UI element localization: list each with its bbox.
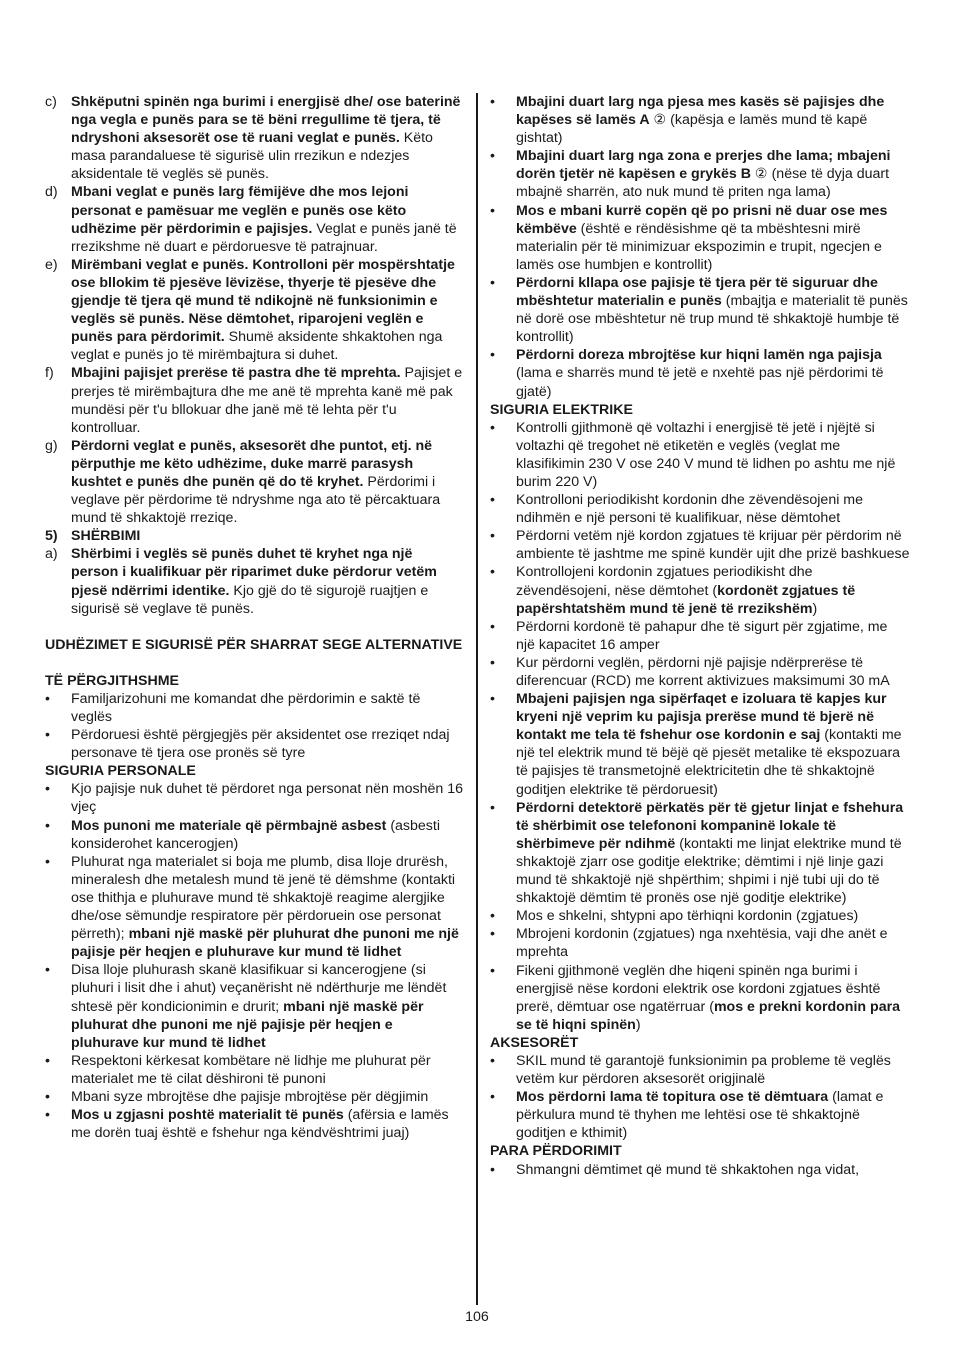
bold-text: mbani një maskë për pluhurat dhe punoni me një pajisje për heqjen e pluhurave kur mund të lidhet: [71, 998, 424, 1051]
bullet-item: [45, 817, 463, 853]
bold-text: Mbani veglat e punës larg fëmijëve dhe mos lejoni personat e pamësuar me veglën e punës ose këto udhëzime për përdorimin e pajisjes.: [71, 184, 409, 237]
item-text: [516, 93, 910, 147]
bold-text: Shërbimi i veglës së punës duhet të kryhet nga një person i kualifikuar për riparimet duke përdorur vetëm pjesë ndërrimi identike.: [71, 546, 437, 599]
body-text: Mbani syze mbrojtëse dhe pajisje mbrojtëse për dëgjimin: [71, 1088, 429, 1105]
bold-text: Mos e mbani kurrë copën që po prisni në duar ose mes këmbëve: [516, 202, 888, 237]
bold-text: Mos përdorni lama të topitura ose të dëmtuara: [516, 1089, 829, 1106]
body-text: Fikeni gjithmonë veglën dhe hiqeni spinën nga burimi i energjisë nëse kordoni elektrik ose kordoni zgjatues është prerë, dëmtuar ose ngatërruar (: [516, 962, 881, 1015]
bullet-marker: •: [45, 727, 50, 744]
item-marker: 5): [45, 528, 58, 545]
item-text: [516, 799, 910, 908]
body-text: ): [812, 600, 818, 617]
bullet-item: [45, 1052, 463, 1088]
item-text: [71, 364, 463, 436]
body-text: Shmangni dëmtimet që mund të shkaktohen nga vidat,: [516, 1161, 860, 1178]
item-text: [516, 202, 910, 274]
bullet-marker: •: [490, 202, 495, 219]
bullet-marker: •: [490, 962, 495, 979]
bullet-item: [490, 1161, 910, 1179]
bullet-marker: •: [490, 691, 495, 708]
bold-text: Mos u zgjasni poshtë materialit të punës: [71, 1107, 344, 1124]
item-text: [71, 527, 463, 545]
section-heading: SIGURIA ELEKTRIKE: [490, 401, 633, 418]
item-text: [71, 1106, 463, 1142]
list-item: [45, 93, 463, 183]
item-marker: c): [45, 94, 57, 110]
body-text: Kjo gjë do të sigurojë ruajtjen e sigurisë së veglave të punës.: [71, 582, 429, 617]
section-heading: SIGURIA PERSONALE: [45, 763, 196, 780]
item-marker: a): [45, 546, 58, 563]
body-text: Kontrollojeni kordonin zgjatues periodikisht dhe zëvendësojeni, nëse dëmtohet (: [516, 564, 813, 599]
item-text: [516, 419, 910, 491]
bullet-item: [490, 491, 910, 527]
body-text: Shumë aksidente shkaktohen nga veglat e punës jo të mirëmbajtura si duhet.: [71, 329, 443, 364]
item-text: [71, 817, 463, 853]
bullet-item: [490, 346, 910, 400]
item-text: [516, 346, 910, 400]
bullet-item: [490, 527, 910, 563]
body-text: Këto masa parandaluese të sigurisë ulin rrezikun e ndezjes aksidentale të veglës së punës.: [71, 130, 433, 183]
bold-text: Përdorni veglat e punës, aksesorët dhe puntot, etj. në përputhje me këto udhëzime, duke marrë parasysh kushtet e punës dhe punën që do të kryhet.: [71, 437, 433, 490]
list-item: [45, 545, 463, 617]
page-number: 106: [465, 1309, 489, 1325]
bullet-marker: •: [45, 1107, 50, 1124]
bullet-item: [45, 690, 463, 726]
item-text: [71, 1088, 463, 1106]
bullet-item: [490, 1088, 910, 1142]
bold-text: Shkëputni spinën nga burimi i energjisë dhe/ ose baterinë nga vegla e punës para se të bëni rregullime të tjera, të ndryshoni aksesorët ose të ruani veglat e punës.: [71, 94, 461, 147]
bullet-item: [490, 147, 910, 201]
bullet-item: [45, 853, 463, 962]
bullet-marker: •: [490, 1161, 495, 1178]
body-text: Përdorni vetëm një kordon zgjatues të krijuar për përdorim në ambiente të jashtme me spinë kundër ujit dhe prizë bashkuese: [516, 528, 910, 563]
body-text: Kjo pajisje nuk duhet të përdoret nga personat nën moshën 16 vjeç: [71, 781, 464, 816]
section-heading: AKSESORËT: [490, 1034, 579, 1051]
item-text: [71, 726, 463, 762]
item-text: [516, 925, 910, 961]
bold-text: Mos punoni me materiale që përmbajnë asbest: [71, 817, 387, 834]
body-text: Disa lloje pluhurash skanë klasifikuar si kancerogjene (si pluhuri i lisit dhe i ahut) veçanërisht në ndërthurje me lëndët shtesë për kondicionimin e drurit;: [71, 962, 447, 1015]
list-item: [45, 256, 463, 365]
body-text: Mos e shkelni, shtypni apo tërhiqni kordonin (zgjatues): [516, 908, 859, 925]
bullet-marker: •: [45, 781, 50, 798]
body-text: Përdorimi i veglave për përdorime të ndryshme nga ato të përcaktuara mund të shkaktojë rreziqe.: [71, 473, 441, 527]
body-text: (lamat e përkulura mund të thyhen me lehtësi ose të shkaktojnë goditjen e kthimit): [516, 1089, 884, 1142]
body-text: Pajisjet e prerjes të mirëmbajtura dhe me anë të mprehta kanë më pak mundësi për t'u bllokuar dhe janë më të lehta për t'u kontrolluar.: [71, 365, 463, 436]
list-item: [45, 527, 463, 545]
bullet-item: [45, 726, 463, 762]
bullet-marker: •: [490, 528, 495, 545]
bullet-marker: •: [45, 1052, 50, 1069]
bullet-marker: •: [490, 618, 495, 635]
section-heading: UDHËZIMET E SIGURISË PËR SHARRAT SEGE ALTERNATIVE: [45, 636, 463, 653]
body-text: (është e rëndësishme që ta mbështesni mirë materialin për të minimizuar ekspozimin e trupit, ngecjen e lamës ose humbjen e kontrollit): [516, 220, 882, 273]
spacer: [45, 618, 463, 636]
body-text: (kontakti me linjat elektrike mund të shkaktojë zjarr ose goditje elektrike; dëmtimi i një linje gazi mund të shkaktojë një shpërthim; shpimi i një tubi uji do të shkaktojë dëmtim të pronës ose një goditje elektrike): [516, 835, 902, 907]
item-marker: d): [45, 184, 58, 201]
body-text: (kontakti me një tel elektrik mund të bëjë që pjesët metalike të ekspozuara të pajisjes të transmetojnë elektricitetin dhe të shkaktojnë goditjen elektrike të përdoruesit): [516, 727, 902, 798]
item-text: [71, 690, 463, 726]
body-text: ② (kapësja e lamës mund të kapë gishtat): [516, 112, 868, 147]
bullet-marker: •: [490, 492, 495, 509]
bold-text: kordonët zgjatues të papërshtatshëm mund të jenë të rrezikshëm: [516, 582, 856, 617]
body-text: (asbesti konsiderohet kancerogjen): [71, 817, 440, 852]
bullet-item: [490, 93, 910, 147]
body-text: ② (nëse të dyja duart mbajnë sharrën, ato nuk mund të priten nga lama): [516, 166, 890, 201]
bullet-marker: •: [490, 926, 495, 943]
body-text: Mbrojeni kordonin (zgjatues) nga nxehtësia, vaji dhe anët e mprehta: [516, 926, 888, 961]
bullet-marker: •: [490, 799, 495, 816]
bullet-item: [490, 962, 910, 1034]
item-text: [71, 545, 463, 617]
bold-text: SHËRBIMI: [71, 528, 141, 545]
item-text: [516, 690, 910, 799]
bullet-marker: •: [45, 1088, 50, 1105]
bold-text: mos e prekni kordonin para se të hiqni spinën: [516, 998, 900, 1033]
body-text: Kontrolloni periodikisht kordonin dhe zëvendësojeni me ndihmën e një personi të kualifikuar, nëse dëmtohet: [516, 492, 864, 527]
bullet-item: [490, 618, 910, 654]
item-text: [71, 437, 463, 527]
item-text: [516, 618, 910, 654]
bullet-marker: •: [490, 1089, 495, 1106]
body-text: Kur përdorni veglën, përdorni një pajisje ndërprerëse të diferencuar (RCD) me korrent aktivizues maksimumi 30 mA: [516, 654, 890, 689]
bullet-item: [490, 654, 910, 690]
bullet-marker: •: [490, 1052, 495, 1069]
section-heading: TË PËRGJITHSHME: [45, 672, 180, 689]
item-text: [71, 183, 463, 255]
column-divider: [476, 93, 478, 1305]
body-text: Pluhurat nga materialet si boja me plumb, disa lloje drurësh, mineralesh dhe metalesh mund të jenë të dëmshme (kontakti ose thithja e pluhurave mund të shkaktojë reagime alergjike dhe/ose sëmundje respiratore për përdoruein ose personat përreth);: [71, 853, 456, 943]
body-text: Kontrolli gjithmonë që voltazhi i energjisë të jetë i njëjtë si voltazhi që tregohet në etiketën e veglës (veglat me klasifikimin 230 V ose 240 V mund të lidhen po ashtu me një burim 220 V): [516, 419, 896, 490]
bold-text: Mbajini pajisjet prerëse të pastra dhe të mprehta.: [71, 365, 401, 382]
left-column: [45, 93, 463, 1142]
bold-text: Përdorni kllapa ose pajisje të tjera për të siguruar dhe mbështetur materialin e punës: [516, 274, 878, 310]
bold-text: Përdorni doreza mbrojtëse kur hiqni lamën nga pajisja: [516, 347, 882, 364]
bullet-marker: •: [490, 419, 495, 436]
item-text: [516, 907, 910, 925]
body-text: Përdorni kordonë të pahapur dhe të sigurt për zgjatime, me një kapacitet 16 amper: [516, 618, 888, 653]
item-text: [71, 1052, 463, 1088]
item-text: [516, 654, 910, 690]
item-text: [71, 256, 463, 365]
bullet-marker: •: [45, 817, 50, 834]
body-text: SKIL mund të garantojë funksionimin pa probleme të veglës vetëm kur përdoren aksesorët origjinalë: [516, 1052, 891, 1088]
list-item: [45, 364, 463, 436]
body-text: Veglat e punës janë të rrezikshme në duart e përdoruesve të patrajnuar.: [71, 220, 457, 255]
body-text: Respektoni kërkesat kombëtare në lidhje me pluhurat për materialet me të cilat dëshironi të punoni: [71, 1052, 431, 1087]
bullet-marker: •: [45, 962, 50, 979]
item-text: [516, 1088, 910, 1142]
bullet-item: [45, 961, 463, 1051]
body-text: (mbajtja e materialit të punës në dorë ose mbështetur në trup mund të shkaktojë humbje të kontrollit): [516, 293, 908, 346]
bullet-marker: •: [45, 853, 50, 870]
bullet-marker: •: [490, 148, 495, 165]
bullet-marker: •: [45, 690, 50, 707]
list-item: [45, 183, 463, 255]
body-text: (afërsia e lamës me dorën tuaj është e fshehur nga këndvështrimi juaj): [71, 1107, 449, 1142]
body-text: Familjarizohuni me komandat dhe përdorimin e saktë të veglës: [71, 690, 421, 725]
item-text: [516, 1052, 910, 1088]
item-marker: f): [45, 365, 54, 382]
bullet-item: [490, 1052, 910, 1088]
bullet-item: [490, 690, 910, 799]
item-text: [516, 147, 910, 201]
item-text: [516, 274, 910, 346]
item-text: [516, 527, 910, 563]
bullet-item: [490, 419, 910, 491]
bullet-marker: •: [490, 274, 495, 291]
bullet-marker: •: [490, 654, 495, 671]
item-text: [71, 780, 463, 816]
spacer: [45, 654, 463, 672]
bullet-item: [490, 925, 910, 961]
item-text: [516, 1161, 910, 1179]
item-text: [516, 962, 910, 1034]
bold-text: Mbajini duart larg nga pjesa mes kasës së pajisjes dhe kapëses së lamës A: [516, 94, 885, 129]
bullet-marker: •: [490, 908, 495, 925]
bold-text: Mbajini duart larg nga zona e prerjes dhe lama; mbajeni dorën tjetër në kapësen e grykës B: [516, 148, 891, 183]
right-column: [490, 93, 910, 1179]
bullet-item: [490, 202, 910, 274]
list-item: [45, 437, 463, 527]
bold-text: Mirëmbani veglat e punës. Kontrolloni për mospërshtatje ose bllokim të pjesëve lëvizëse, thyerje të pjesëve dhe gjendje të tjera që mund të ndikojnë në funksionimin e veglës së punës. Nëse dëmtohet, riparojeni veglën e punës para përdorimit.: [71, 256, 455, 346]
item-text: [71, 93, 463, 183]
item-text: [516, 563, 910, 617]
bullet-item: [490, 799, 910, 908]
body-text: (lama e sharrës mund të jetë e nxehtë pas një përdorimi të gjatë): [516, 365, 884, 400]
item-text: [71, 961, 463, 1051]
body-text: ): [635, 1016, 641, 1033]
bold-text: Përdorni detektorë përkatës për të gjetur linjat e fshehura të shërbimit ose telefononi kompaninë lokale të shërbimeve për ndihmë: [516, 799, 904, 852]
item-marker: e): [45, 256, 58, 273]
item-text: [516, 491, 910, 527]
bullet-item: [490, 274, 910, 346]
item-marker: g): [45, 437, 58, 454]
body-text: Përdoruesi është përgjegjës për aksidentet ose rreziqet ndaj personave të tjera ose pronës së tyre: [71, 727, 450, 762]
bullet-item: [490, 563, 910, 617]
bold-text: mbani një maskë për pluhurat dhe punoni me një pajisje për heqjen e pluhurave kur mund të lidhet: [71, 926, 459, 961]
bullet-item: [490, 907, 910, 925]
bullet-marker: •: [490, 347, 495, 364]
item-text: [71, 853, 463, 962]
section-heading: PARA PËRDORIMIT: [490, 1143, 622, 1160]
bold-text: Mbajeni pajisjen nga sipërfaqet e izoluara të kapjes kur kryeni një veprim ku pajisja prerëse mund të bjerë në kontakt me tela të fshehur ose kordonin e saj: [516, 691, 887, 744]
bullet-marker: •: [490, 94, 495, 110]
bullet-marker: •: [490, 564, 495, 581]
bullet-item: [45, 780, 463, 816]
bullet-item: [45, 1088, 463, 1106]
bullet-item: [45, 1106, 463, 1142]
